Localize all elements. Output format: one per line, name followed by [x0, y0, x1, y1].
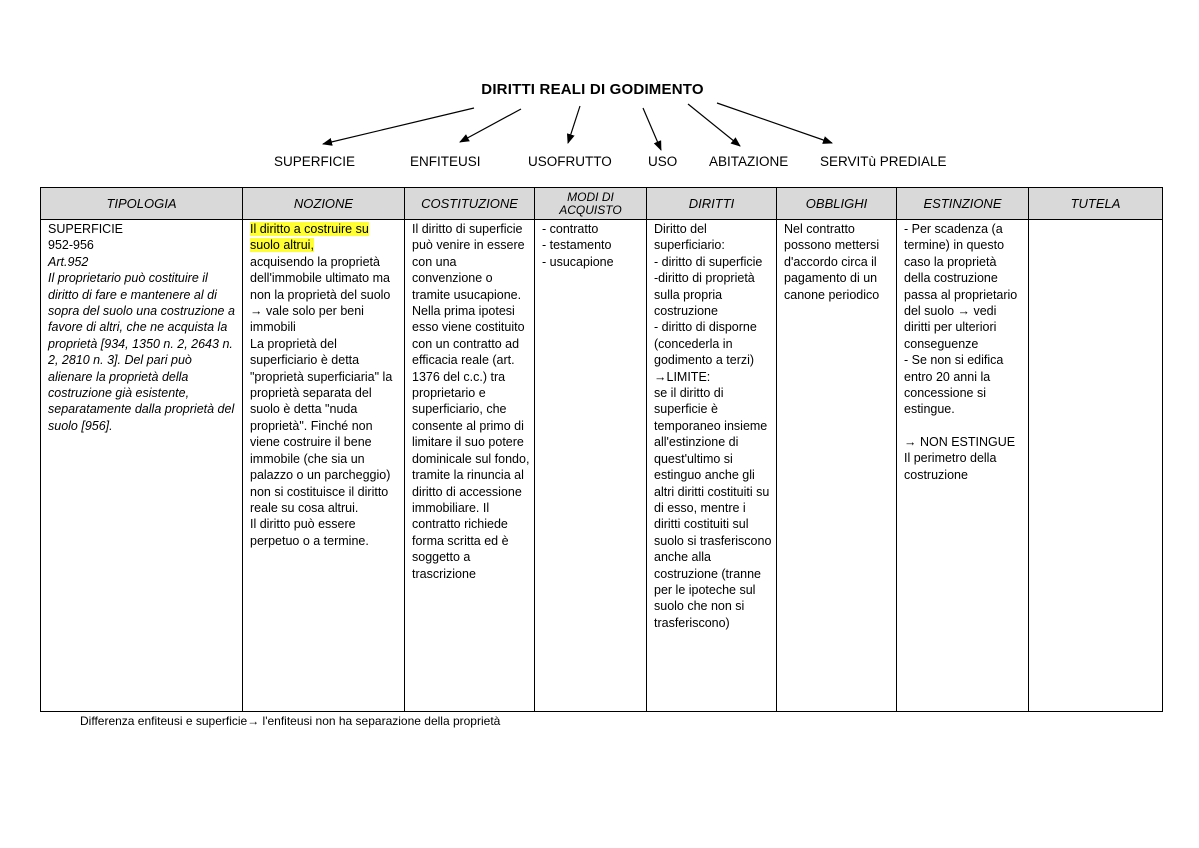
diritti-p3: -diritto di proprietà sulla propria costruzione — [654, 271, 755, 319]
arrow-usofrutto — [568, 106, 580, 143]
arrow-servitu — [717, 103, 832, 143]
tipologia-name: SUPERFICIE — [48, 222, 124, 236]
cell-costituzione: Il diritto di superficie può venire in essere con una convenzione o tramite usucapione. Nella prima ipotesi esso viene costituito con un contratto ad efficacia reale (art. 1376 del c.c.) tra proprietario e superficiario, che consente al primo di limitare il suo potere dominicale sul fondo, tramite la rinuncia al diritto di accessione immobiliare. Il contratto richiede forma scritta ed è soggetto a trascrizione — [405, 220, 535, 712]
cell-tipologia — [41, 220, 243, 712]
title-arrows — [0, 0, 1199, 160]
table-row — [41, 220, 1163, 712]
arrow-enfiteusi — [460, 109, 521, 142]
header-tipologia: TIPOLOGIA — [41, 188, 243, 220]
category-abitazione: ABITAZIONE — [709, 154, 789, 169]
diritti-p2: - diritto di superficie — [654, 254, 763, 269]
diritti-p4: - diritto di disporne (concederla in godimento a terzi) — [654, 320, 757, 368]
estinzione-p1: - Per scadenza (a termine) in questo caso la proprietà della costruzione passa al proprietario del suolo → vedi diritti per ulteriori conseguenze — [904, 222, 1018, 351]
header-modi-di-acquisto: MODI DI ACQUISTO — [535, 188, 647, 220]
cell-nozione — [243, 220, 405, 712]
cell-modi-acquisto — [535, 220, 647, 712]
estinzione-p2: - Se non si edifica entro 20 anni la concessione si estingue. — [904, 353, 1004, 417]
category-superficie: SUPERFICIE — [274, 154, 356, 169]
footnote: Differenza enfiteusi e superficie→ l'enfiteusi non ha separazione della proprietà — [80, 714, 501, 728]
category-servitu-prediale: SERVITù PREDIALE — [820, 154, 947, 169]
header-diritti: DIRITTI — [647, 188, 777, 220]
header-nozione: NOZIONE — [243, 188, 405, 220]
modo-contratto: - contratto — [542, 222, 599, 236]
category-usofrutto: USOFRUTTO — [528, 154, 612, 169]
nozione-highlight: Il diritto a costruire su suolo altrui, — [250, 222, 369, 253]
cell-obblighi: Nel contratto possono mettersi d'accordo circa il pagamento di un canone periodico — [777, 220, 897, 712]
modo-usucapione: - usucapione — [542, 254, 614, 269]
tipologia-text: Il proprietario può costituire il diritto di fare e mantenere al di sopra del suolo una costruzione a favore di altri, che ne acquista la proprietà [934, 1350 n. 2, 2643 n. 2, 2810 n. 3]. Del pari può alienare la proprietà della costruzione già esistente, separatamente dalla proprietà del suolo [956]. — [48, 271, 235, 433]
table-header-row — [41, 188, 1163, 220]
nozione-p2: → vale solo per beni immobili — [250, 304, 364, 335]
category-uso: USO — [648, 154, 678, 169]
nozione-p4: Il diritto può essere perpetuo o a termine. — [250, 517, 369, 548]
arrow-uso — [643, 108, 661, 150]
estinzione-p4: Il perimetro della costruzione — [904, 451, 997, 482]
header-tutela: TUTELA — [1029, 188, 1163, 220]
arrow-abitazione — [688, 104, 740, 146]
tipologia-art: Art.952 — [48, 254, 89, 269]
cell-estinzione — [897, 220, 1029, 712]
diritti-p6: se il diritto di superficie è temporaneo insieme all'estinzione di quest'ultimo si estinguo anche gli altri diritti costituiti su di esso, mentre i diritti costituiti sul suolo si trasferiscono anche alla costruzione (tranne per le ipoteche sul suolo che non si trasferiscono) — [654, 386, 772, 630]
nozione-p3: La proprietà del superficiario è detta "proprietà superficiaria" la proprietà separata del suolo è detta "nuda proprietà". Finché non viene costruire il bene immobile (che sia un palazzo o un parcheggio) non si costituisce il diritto reale su cosa altrui. — [250, 336, 393, 515]
tipologia-articles: 952-956 — [48, 238, 94, 253]
header-estinzione: ESTINZIONE — [897, 188, 1029, 220]
category-enfiteusi: ENFITEUSI — [410, 154, 481, 169]
rights-table — [40, 187, 1163, 712]
cell-tutela — [1029, 220, 1163, 712]
cell-diritti — [647, 220, 777, 712]
estinzione-p3: → NON ESTINGUE — [904, 434, 1016, 449]
nozione-p1: acquisendo la proprietà dell'immobile ultimato ma non la proprietà del suolo — [250, 254, 391, 302]
diritti-p5: →LIMITE: — [654, 369, 711, 384]
diritti-p1: Diritto del superficiario: — [654, 222, 725, 253]
header-obblighi: OBBLIGHI — [777, 188, 897, 220]
header-costituzione: COSTITUZIONE — [405, 188, 535, 220]
arrow-superficie — [323, 108, 474, 144]
page-title: DIRITTI REALI DI GODIMENTO — [481, 81, 704, 98]
modo-testamento: - testamento — [542, 238, 612, 253]
